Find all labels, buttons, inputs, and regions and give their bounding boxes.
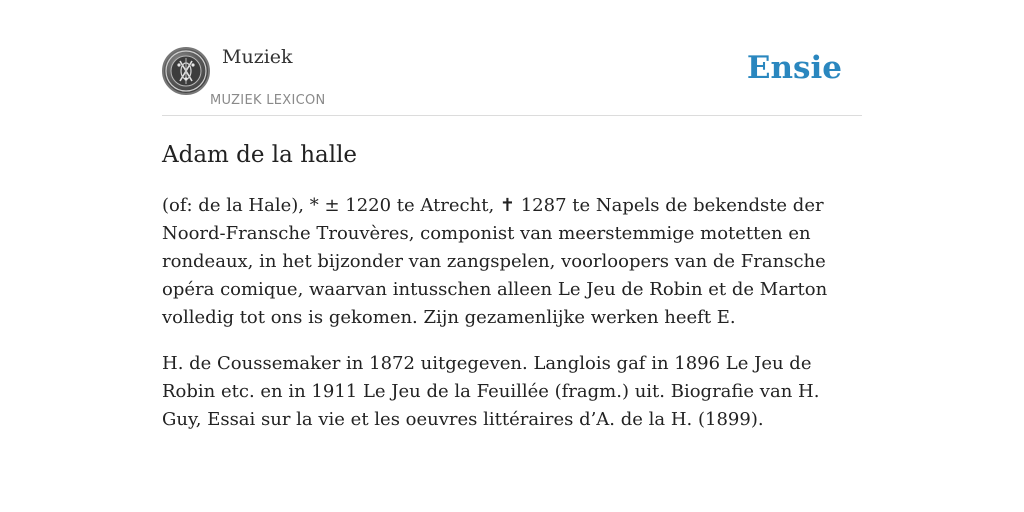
lexicon-subtitle: MUZIEK LEXICON [210, 93, 326, 108]
brand-logo-link[interactable]: Ensie [746, 50, 842, 86]
lexicon-name-link[interactable]: Muziek [222, 46, 293, 68]
site-header [162, 0, 862, 116]
article-paragraph: (of: de la Hale), * ± 1220 te Atrecht, ✝ 1287 te Napels de bekendste der Noord-Fransche Trouvères, componist van meerstemmige motetten en rondeaux, in het bijzonder van zangspelen, voorloopers van de Fransche opéra comique, waarvan intusschen alleen Le Jeu de Robin et de Marton volledig tot ons is gekomen. Zijn gezamenlijke werken heeft E. [162, 195, 828, 328]
music-lexicon-medallion-icon[interactable] [162, 47, 210, 95]
article-paragraph: H. de Coussemaker in 1872 uitgegeven. Langlois gaf in 1896 Le Jeu de Robin etc. en in 1911 Le Jeu de la Feuillée (fragm.) uit. Biografie van H. Guy, Essai sur la vie et les oeuvres littéraires d’A. de la H. (1899). [162, 353, 820, 430]
article [162, 138, 862, 434]
article-title: Adam de la halle [162, 142, 358, 168]
